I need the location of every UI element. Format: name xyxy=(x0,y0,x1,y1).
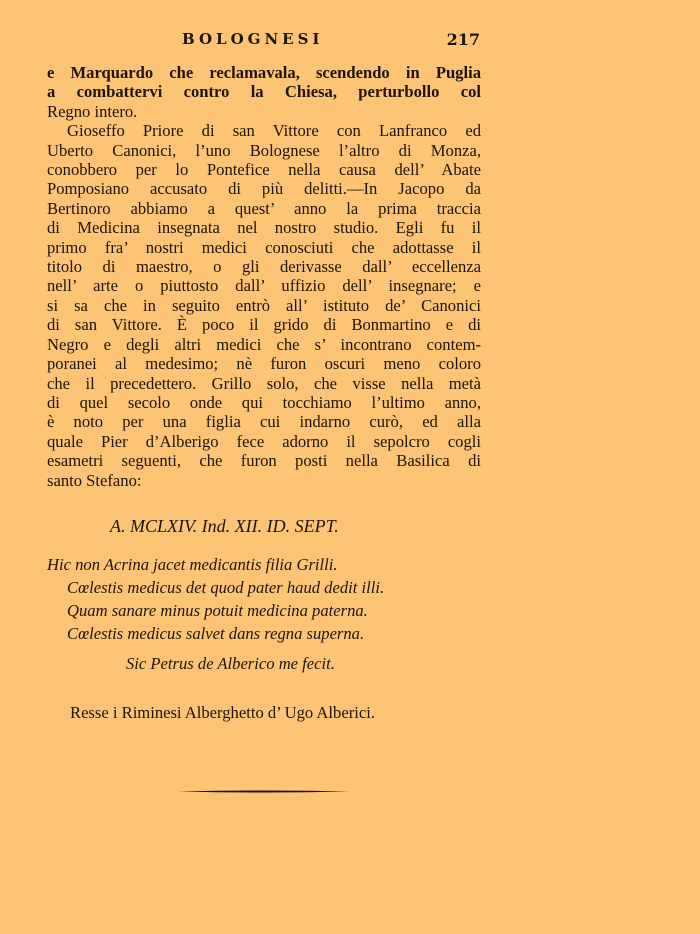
text-line: nell’ arte o piuttosto dall’ uffizio dell’ insegnare; e xyxy=(47,276,481,296)
text-line: Bertinoro abbiamo a quest’ anno la prima traccia xyxy=(47,198,481,218)
text-line: conobbero per lo Pontefice nella causa dell’ Abate xyxy=(47,160,481,180)
text-line: Uberto Canonici, l’uno Bolognese l’altro di Monza, xyxy=(47,140,481,160)
closing-line: Resse i Riminesi Alberghetto d’ Ugo Alberici. xyxy=(70,703,375,722)
verse-line: Cœlestis medicus det quod pater haud dedit illi. xyxy=(67,578,385,597)
text-line: titolo di maestro, o gli derivasse dall’ eccellenza xyxy=(47,257,481,277)
text-line: poranei al medesimo; nè furon oscuri meno coloro xyxy=(47,354,481,374)
epitaph-date: A. MCLXIV. Ind. XII. ID. SEPT. xyxy=(110,516,339,536)
text-line: e Marquardo che reclamavala, scendendo in Puglia xyxy=(47,63,481,82)
text-line: primo fra’ nostri medici conosciuti che adottasse il xyxy=(47,237,481,257)
text-line: santo Stefano: xyxy=(47,470,142,490)
verse-line: Hic non Acrina jacet medicantis filia Grilli. xyxy=(47,555,338,574)
text-line: Gioseffo Priore di san Vittore con Lanfranco ed xyxy=(67,121,481,141)
text-line: quale Pier d’Alberigo fece adorno il sepolcro cogli xyxy=(47,431,481,451)
epitaph-verses xyxy=(47,553,384,645)
epitaph-signature: Sic Petrus de Alberico me fecit. xyxy=(126,654,335,673)
body-paragraphs xyxy=(47,63,481,490)
running-title: BOLOGNESI xyxy=(182,30,324,48)
text-line: di quel secolo onde qui tocchiamo l’ultimo anno, xyxy=(47,392,481,412)
text-line: che il precedettero. Grillo solo, che visse nella metà xyxy=(47,373,481,393)
text-line: di Medicina insegnata nel nostro studio. Egli fu il xyxy=(47,218,481,238)
running-head xyxy=(48,30,480,52)
verse-line: Quam sanare minus potuit medicina paterna. xyxy=(67,601,368,620)
text-line: esametri seguenti, che furon posti nella Basilica di xyxy=(47,451,481,471)
text-line: a combattervi contro la Chiesa, perturbollo col xyxy=(47,82,481,102)
text-line: Pomposiano accusato di più delitti.—In Jacopo da xyxy=(47,179,481,199)
section-end-rule xyxy=(178,790,350,793)
page-number: 217 xyxy=(446,30,480,49)
text-line: è noto per una figlia cui indarno curò, ed alla xyxy=(47,412,481,432)
text-line: si sa che in seguito entrò all’ istituto de’ Canonici xyxy=(47,295,481,315)
text-line: di san Vittore. È poco il grido di Bonmartino e di xyxy=(47,315,481,335)
text-line: Negro e degli altri medici che s’ incontrano contem- xyxy=(47,334,481,354)
text-line: Regno intero. xyxy=(47,101,138,121)
verse-line: Cœlestis medicus salvet dans regna superna. xyxy=(67,624,365,643)
